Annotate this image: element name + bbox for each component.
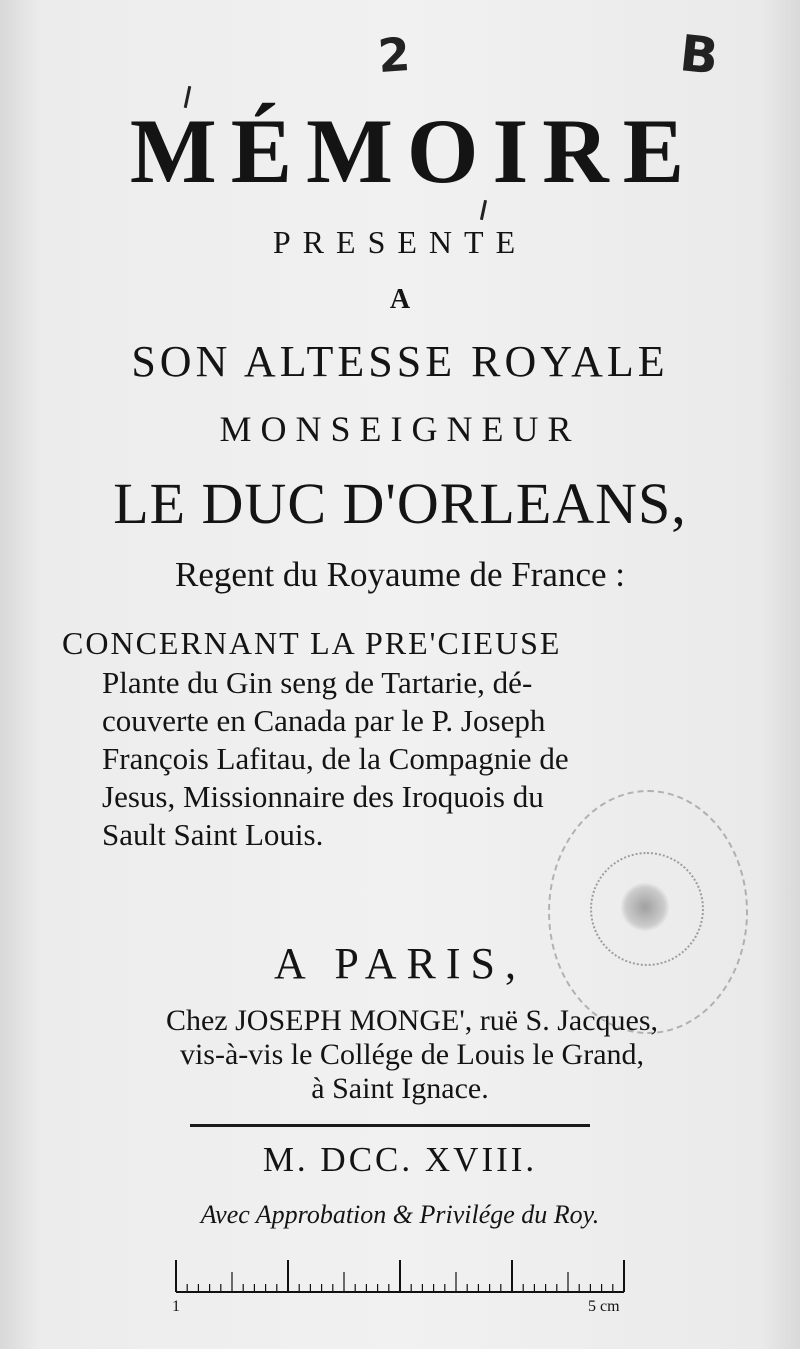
concernant-line: couverte en Canada par le P. Joseph	[102, 703, 546, 738]
monseigneur-line: MONSEIGNEUR	[219, 409, 581, 449]
book-title: MÉMOIRE	[129, 100, 699, 202]
publisher-line: Chez JOSEPH MONGE', ruë S. Jacques,	[165, 1004, 659, 1037]
concernant-line: Jesus, Missionnaire des Iroquois du	[102, 779, 544, 814]
handwritten-letter: B	[677, 24, 722, 86]
a-line: A	[389, 284, 411, 315]
regent-line: Regent du Royaume de France :	[174, 555, 625, 594]
handwritten-number: 2	[376, 26, 412, 84]
presente-line: PRESENTE	[272, 224, 528, 260]
scale-label-end: 5 cm	[588, 1298, 620, 1315]
library-stamp	[548, 790, 748, 1034]
concernant-line: CONCERNANT LA PRE'CIEUSE	[62, 625, 562, 661]
publisher-line: à Saint Ignace.	[311, 1072, 489, 1105]
concernant-line: François Lafitau, de la Compagnie de	[102, 741, 569, 776]
scale-label-start: 1	[172, 1298, 180, 1315]
horizontal-rule	[190, 1124, 590, 1127]
altesse-line: SON ALTESSE ROYALE	[131, 337, 669, 386]
concernant-line: Sault Saint Louis.	[102, 817, 324, 852]
date-line: M. DCC. XVIII.	[262, 1140, 538, 1179]
concernant-line: Plante du Gin seng de Tartarie, dé-	[102, 665, 533, 700]
approbation-line: Avec Approbation & Privilége du Roy.	[200, 1200, 600, 1229]
place-line: A PARIS,	[273, 939, 527, 988]
stamp-emblem-icon	[620, 882, 670, 932]
scale-bar	[174, 1258, 626, 1306]
publisher-line: vis-à-vis le Collége de Louis le Grand,	[179, 1038, 645, 1071]
duc-line: LE DUC D'ORLEANS,	[113, 471, 687, 536]
